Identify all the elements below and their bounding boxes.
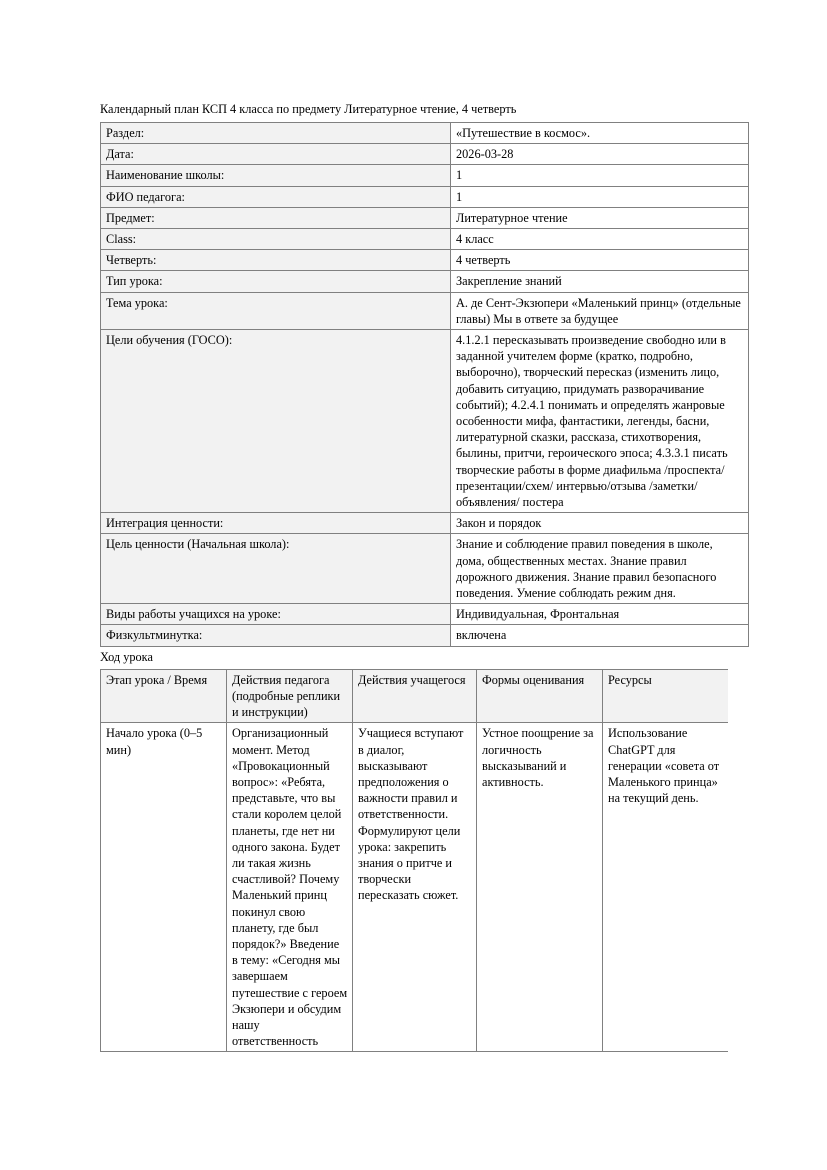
info-value: Закон и порядок <box>451 513 749 534</box>
info-value: Индивидуальная, Фронтальная <box>451 604 749 625</box>
table-row <box>101 625 749 646</box>
table-row <box>101 723 729 1052</box>
info-value: «Путешествие в космос». <box>451 123 749 144</box>
table-row <box>101 144 749 165</box>
table-row <box>101 186 749 207</box>
info-key: Цели обучения (ГОСО): <box>101 330 451 513</box>
column-header-stage: Этап урока / Время <box>101 669 227 723</box>
info-value: 1 <box>451 186 749 207</box>
info-key: Дата: <box>101 144 451 165</box>
cell-student-actions: Учащиеся вступают в диалог, высказывают предположения о важности правил и ответственности. Формулируют цели урока: закрепить знания о притче и творчески пересказать сюжет. <box>353 723 477 1052</box>
table-row <box>101 292 749 329</box>
table-row <box>101 330 749 513</box>
table-header-row <box>101 669 729 723</box>
info-key: Интеграция ценности: <box>101 513 451 534</box>
cell-stage: Начало урока (0–5 мин) <box>101 723 227 1052</box>
table-row <box>101 165 749 186</box>
table-row <box>101 207 749 228</box>
table-row <box>101 604 749 625</box>
info-value: 2026-03-28 <box>451 144 749 165</box>
lesson-flow-table <box>100 669 728 1053</box>
info-key: Тип урока: <box>101 271 451 292</box>
info-value: 4 класс <box>451 229 749 250</box>
cell-teacher-actions: Организационный момент. Метод «Провокационный вопрос»: «Ребята, представьте, что вы стали королем целой планеты, где нет ни одного закона. Будет ли такая жизнь счастливой? Почему Маленький принц покинул свою планету, где был порядок?» Введение в тему: «Сегодня мы завершаем путешествие с героем Экзюпери и обсудим нашу ответственность <box>227 723 353 1052</box>
lesson-info-table <box>100 122 749 647</box>
info-value: Знание и соблюдение правил поведения в школе, дома, общественных местах. Знание правил дорожного движения. Знание правил безопасного поведения. Умение соблюдать режим дня. <box>451 534 749 604</box>
document-content <box>100 101 741 1057</box>
column-header-teacher-actions: Действия педагога (подробные реплики и инструкции) <box>227 669 353 723</box>
column-header-assessment: Формы оценивания <box>477 669 603 723</box>
table-row <box>101 250 749 271</box>
info-key: Четверть: <box>101 250 451 271</box>
info-key: ФИО педагога: <box>101 186 451 207</box>
info-value: 4.1.2.1 пересказывать произведение свободно или в заданной учителем форме (кратко, подробно, выборочно), творческий пересказ (изменить лицо, добавить ситуацию, придумать разворачивание событий); 4.2.4.1 понимать и определять жанровые особенности мифа, фантастики, легенды, басни, литературной сказки, рассказа, стихотворения, былины, притчи, героического эпоса; 4.3.3.1 писать творческие работы в форме диафильма /проспекта/ презентации/схем/ интервью/отзыва /заметки/объявления/ постера <box>451 330 749 513</box>
table-row <box>101 271 749 292</box>
info-key: Виды работы учащихся на уроке: <box>101 604 451 625</box>
info-key: Физкультминутка: <box>101 625 451 646</box>
info-key: Class: <box>101 229 451 250</box>
page-title: Календарный план КСП 4 класса по предмету Литературное чтение, 4 четверть <box>100 102 517 116</box>
lesson-flow-clip <box>100 669 728 1057</box>
info-value: 1 <box>451 165 749 186</box>
info-value: 4 четверть <box>451 250 749 271</box>
table-row <box>101 513 749 534</box>
column-header-student-actions: Действия учащегося <box>353 669 477 723</box>
column-header-resources: Ресурсы <box>603 669 729 723</box>
info-key: Цель ценности (Начальная школа): <box>101 534 451 604</box>
info-value: Литературное чтение <box>451 207 749 228</box>
table-row <box>101 123 749 144</box>
info-value: Закрепление знаний <box>451 271 749 292</box>
lesson-flow-body <box>101 723 729 1052</box>
info-key: Наименование школы: <box>101 165 451 186</box>
lesson-info-body <box>101 123 749 647</box>
info-key: Предмет: <box>101 207 451 228</box>
table-row <box>101 534 749 604</box>
info-key: Раздел: <box>101 123 451 144</box>
info-value: включена <box>451 625 749 646</box>
table-row <box>101 229 749 250</box>
lesson-flow-head <box>101 669 729 723</box>
info-value: А. де Сент-Экзюпери «Маленький принц» (отдельные главы) Мы в ответе за будущее <box>451 292 749 329</box>
cell-assessment: Устное поощрение за логичность высказываний и активность. <box>477 723 603 1052</box>
info-key: Тема урока: <box>101 292 451 329</box>
cell-resources: Использование ChatGPT для генерации «совета от Маленького принца» на текущий день. <box>603 723 729 1052</box>
lesson-flow-label: Ход урока <box>100 649 153 664</box>
